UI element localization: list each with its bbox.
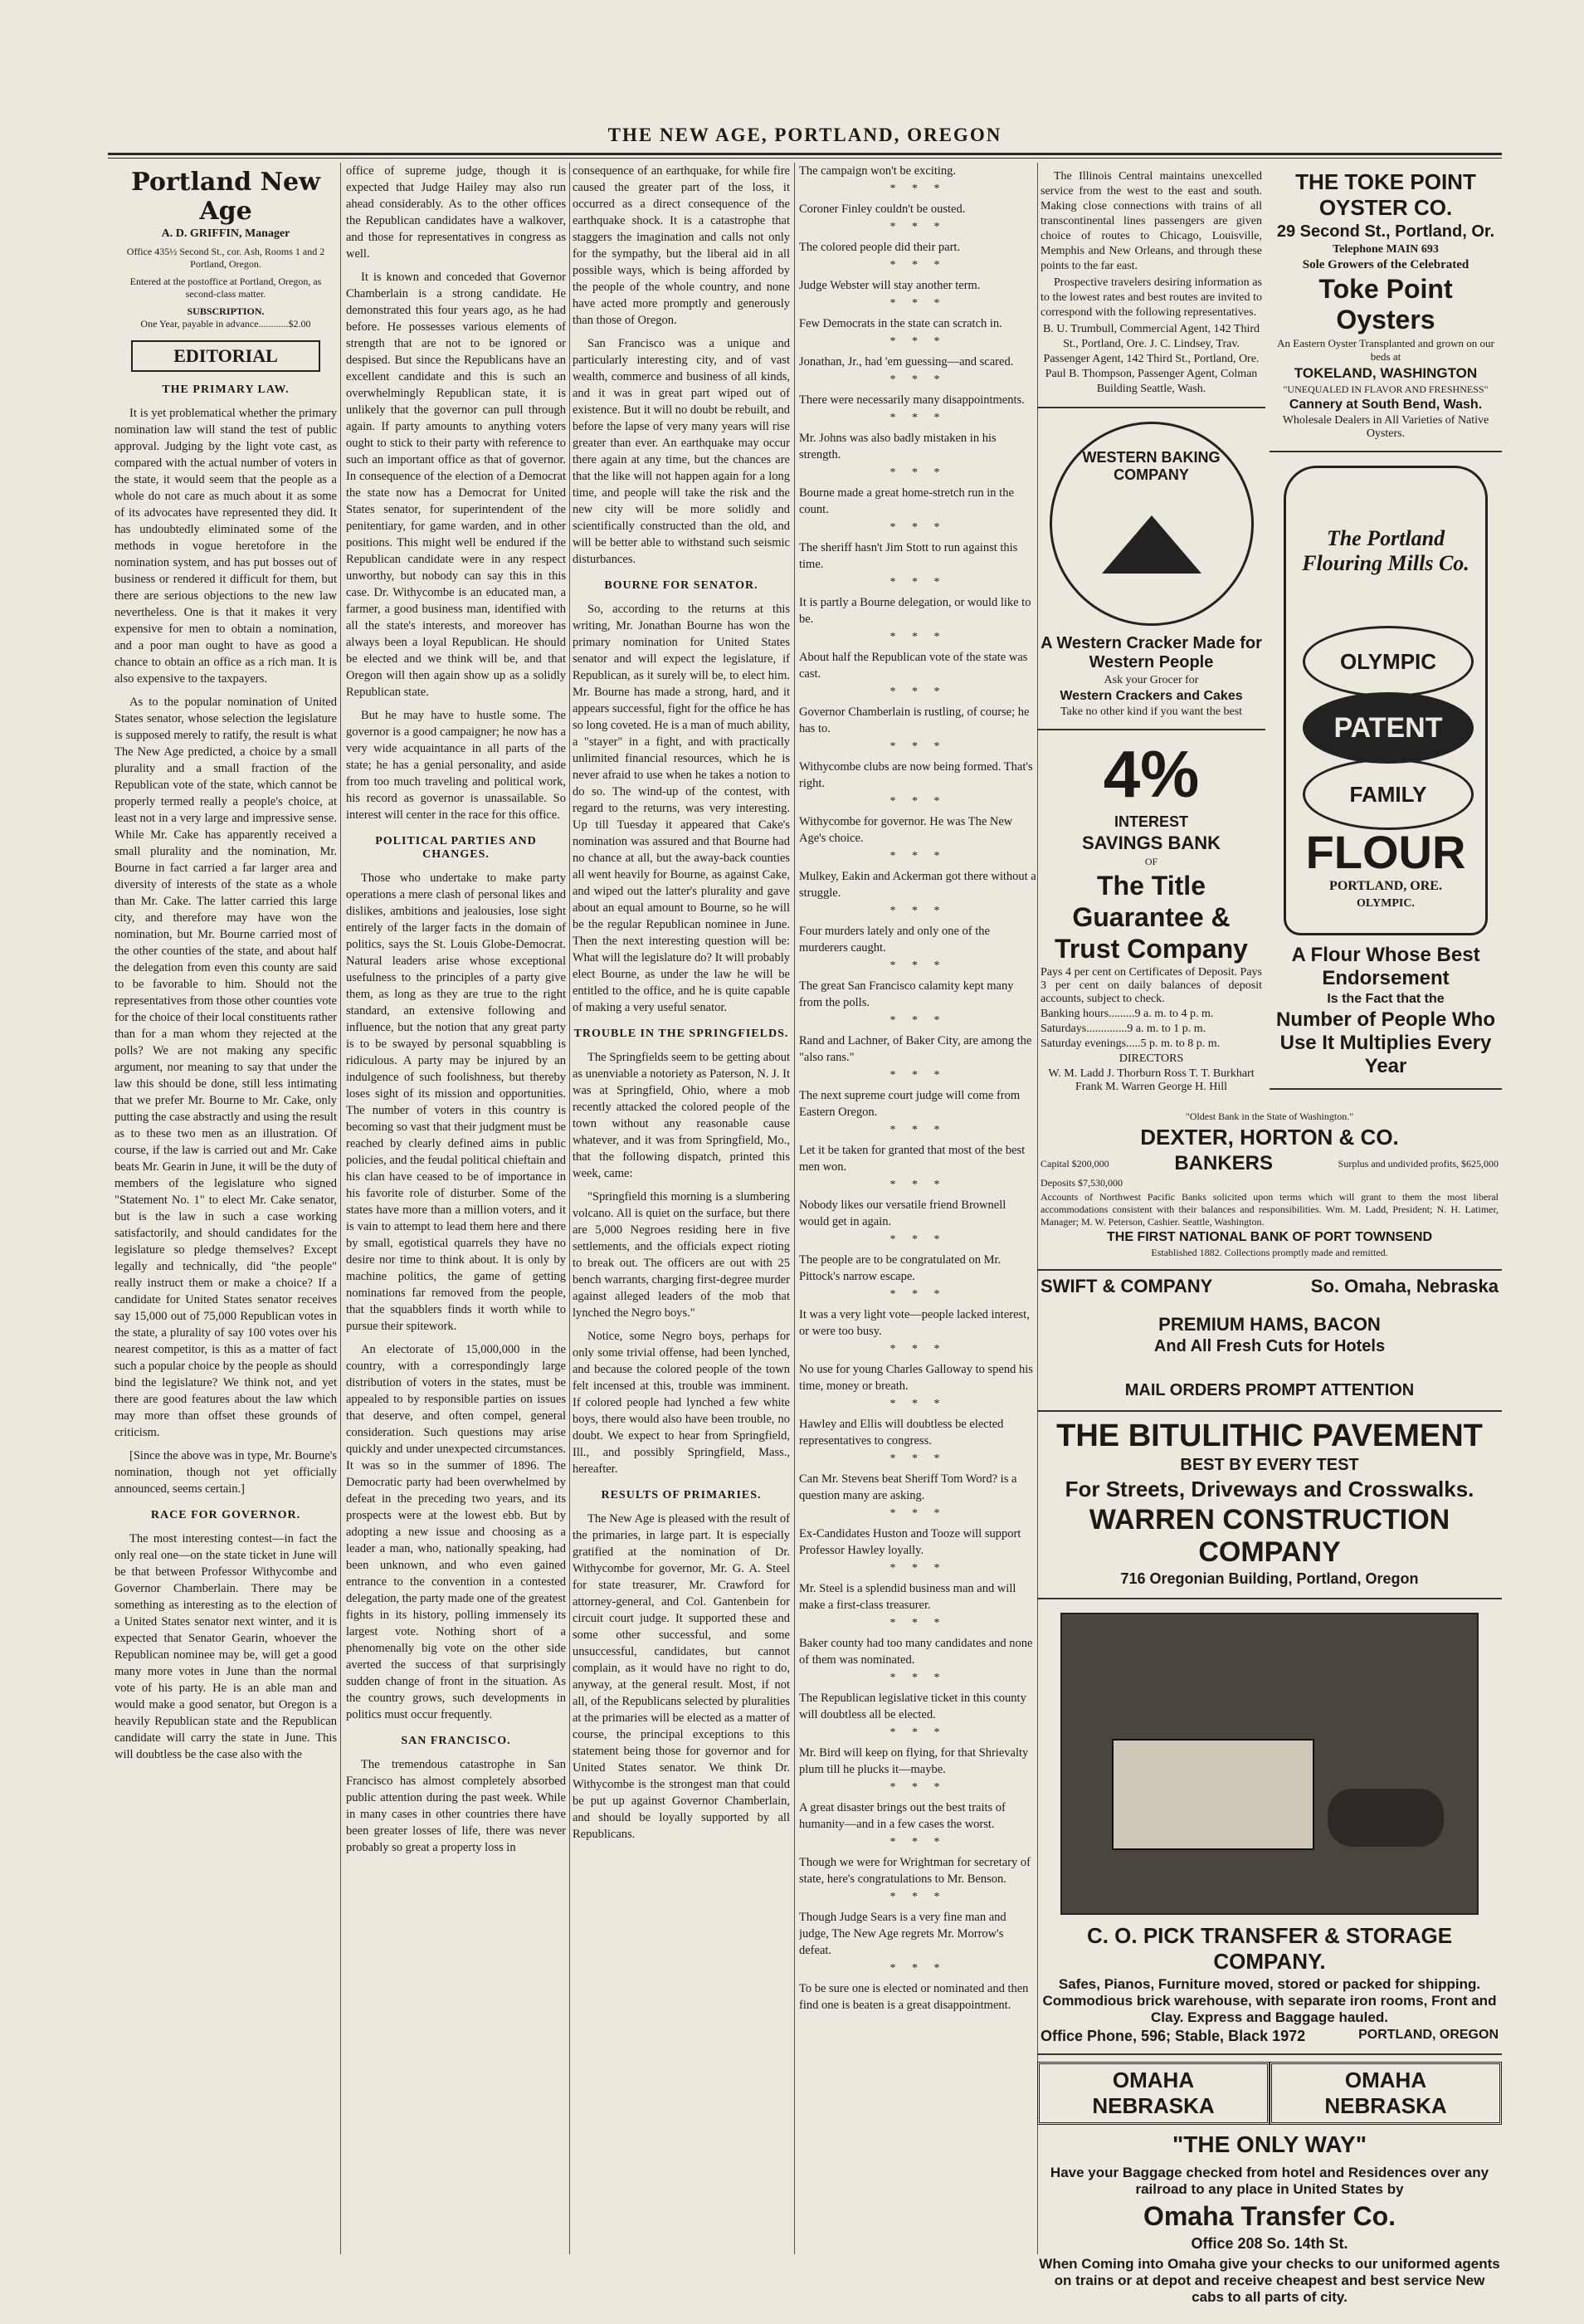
separator-stars: * * *: [889, 1343, 947, 1355]
separator-stars: * * *: [889, 1288, 947, 1301]
ad-text: Wholesale Dealers in All Varieties of Native Oysters.: [1282, 414, 1489, 440]
article-paragraph: "Springfield this morning is a slumbering volcano. All is quiet on the surface, but there are 5,000 Negroes residing here in five settlements, and the officials expect rioting to break out. The officers are out with 25 bench warrants, charging first-degree murder against alleged leaders of the mob that lynched the Negro boys.": [573, 1190, 790, 1320]
ad-text: A Western Cracker Made for Western People: [1041, 634, 1262, 671]
ad-text: Saturdays..............9 a. m. to 1 p. m.: [1041, 1023, 1206, 1035]
note-item: There were necessarily many disappointments.: [799, 393, 1025, 407]
column-5: [1037, 163, 1265, 1096]
note-item: Baker county had too many candidates and none of them was nominated.: [799, 1637, 1033, 1667]
editorial-heading: EDITORIAL: [131, 340, 320, 372]
ad-text: Capital $200,000: [1041, 1157, 1109, 1169]
column-1: [115, 163, 337, 1770]
column-rule: [794, 163, 795, 2254]
separator-stars: * * *: [889, 1891, 947, 1903]
note-item: Judge Webster will stay another term.: [799, 279, 981, 292]
sack-text: PATENT: [1303, 692, 1474, 764]
note-item: It was a very light vote—people lacked interest, or were too busy.: [799, 1308, 1030, 1338]
note-item: Governor Chamberlain is rustling, of course; he has to.: [799, 706, 1030, 735]
ad-text: Have your Baggage checked from hotel and Residences over any railroad to any place in United States by: [1050, 2165, 1489, 2197]
column-3: [573, 163, 790, 1849]
ad-text: Western Crackers and Cakes: [1060, 689, 1243, 703]
note-item: Hawley and Ellis will doubtless be elected representatives to congress.: [799, 1418, 1004, 1448]
note-item: The campaign won't be exciting.: [799, 164, 957, 178]
ad-title: Omaha Transfer Co.: [1143, 2201, 1396, 2231]
omaha-transfer-ad: [1037, 2055, 1502, 2316]
note-item: Four murders lately and only one of the murderers caught.: [799, 925, 990, 954]
separator-stars: * * *: [889, 795, 947, 808]
article-heading: BOURNE FOR SENATOR.: [604, 579, 758, 592]
note-item: The colored people did their part.: [799, 241, 961, 254]
separator-stars: * * *: [889, 1398, 947, 1410]
note-item: About half the Republican vote of the state was cast.: [799, 651, 1028, 681]
ad-title: OMAHA NEBRASKA: [1037, 2062, 1270, 2125]
note-item: Though we were for Wrightman for secretary of state, here's congratulations to Mr. Benson.: [799, 1856, 1031, 1886]
dexter-horton-ad: [1037, 1104, 1502, 1271]
ad-text: Prospective travelers desiring information as to the lowest rates and best routes are invited to correspond with the following representatives.: [1041, 276, 1262, 319]
ad-text: Office 208 So. 14th St.: [1191, 2235, 1348, 2252]
note-item: The next supreme court judge will come from Eastern Oregon.: [799, 1089, 1021, 1119]
article-paragraph: consequence of an earthquake, for while fire caused the greater part of the loss, it occurred as a direct consequence of the earthquake shock. It is a catastrophe that staggers the imagination and calls not only for the sympathy, but the liberal aid in all possible ways, which is being afforded by the people of the whole country, and none have acted more promptly and generously than those of Oregon.: [573, 164, 790, 327]
ad-text: When Coming into Omaha give your checks to our uniformed agents on trains or at depot and receive cheapest and best service New cabs to all parts of city.: [1039, 2256, 1500, 2305]
note-item: Coroner Finley couldn't be ousted.: [799, 203, 966, 216]
article-heading: SAN FRANCISCO.: [401, 1735, 511, 1747]
note-item: Though Judge Sears is a very fine man and judge, The New Age regrets Mr. Morrow's defeat.: [799, 1911, 1006, 1957]
separator-stars: * * *: [889, 335, 947, 348]
article-paragraph: It is known and conceded that Governor Chamberlain is a strong candidate. He demonstrated this four years ago, as he had before. He possesses various elements of strength that are not to be ignored or despised. But since the Republicans have an excellent candidate and this is such an overwhelmingly Republican state, it is unlikely that the governor can pull through again. If party amounts to anything voters ought to stick to their party with reference to such an important office as that of governor. In consequence of the election of a Democrat the state now has a Democrat for United States senator, for superintendent of the penitentiary, for game warden, and in other positions. This might well be endured if the Republican candidate were in any respect unworthy, but nobody can say this in this case. Dr. Withycombe is an educated man, a farmer, a good business man, identified with all the state's interests, and moreover has always been a loyal Republican. He should be elected and we think will be, and that Oregon will then again show up as a solidly Republican state.: [346, 271, 566, 699]
ad-text: An Eastern Oyster Transplanted and grown on our beds at: [1277, 337, 1494, 363]
ad-text: Accounts of Northwest Pacific Banks solicited upon terms which will grant to them the most liberal accommodations consistent with their balances and responsibilities. Wm. M. Ladd, President; N. H. Latimer, Manager; M. W. Peterson, Cashier. Seattle, Washington.: [1041, 1191, 1499, 1228]
ad-text: "Oldest Bank in the State of Washington.": [1185, 1111, 1354, 1122]
article-heading: THE PRIMARY LAW.: [162, 383, 290, 396]
ad-text: BEST BY EVERY TEST: [1180, 1456, 1359, 1474]
ad-text: PREMIUM HAMS, BACON: [1158, 1314, 1381, 1335]
sack-text: OLYMPIC.: [1357, 897, 1415, 910]
article-heading: POLITICAL PARTIES AND CHANGES.: [375, 835, 537, 861]
ad-title: THE TOKE POINT OYSTER CO.: [1295, 169, 1476, 220]
swift-ad: [1037, 1271, 1502, 1412]
separator-stars: * * *: [889, 374, 947, 386]
ad-title: Toke Point Oysters: [1318, 274, 1453, 334]
column-4: [799, 163, 1037, 2017]
bank-name: The Title Guarantee & Trust Company: [1055, 871, 1248, 964]
note-item: Rand and Lachner, of Baker City, are among the "also rans.": [799, 1034, 1032, 1064]
ad-text: A Flour Whose Best Endorsement: [1291, 944, 1480, 989]
note-item: The sheriff hasn't Jim Stott to run against this time.: [799, 541, 1018, 571]
separator-stars: * * *: [889, 297, 947, 310]
ad-text: Telephone MAIN 693: [1333, 243, 1439, 256]
note-item: It is partly a Bourne delegation, or would like to be.: [799, 596, 1031, 626]
title-guarantee-ad: [1037, 730, 1265, 1096]
article-paragraph: As to the popular nomination of United States senator, whose selection the legislature is supposed merely to ratify, the result is what The New Age predicted, a choice by a small plurality and a small fraction of the Republican vote of the state, which cannot be properly termed really a people's choice, at least not in a very large and impressive sense. While Mr. Cake has apparently received a small plurality and the nomination, Mr. Bourne in fact carried a far larger area and diversity of interests of the state as a whole than Mr. Cake. The latter carried this large city, and therefore may have won the nomination, but Mr. Bourne carried most of the other counties of the state, and about half the delegation from even this county are said to be favorable to him. Should not the representatives from those other counties vote for the choice of their local constituents rather than for a man whom they rejected at the polls? We are not making any specific argument, nor meaning to say that under the law this should be done, still less intimating that we prefer Mr. Bourne to Mr. Cake, only putting the case abstractly and using the result as to these two men as an illustration. Of course, if the law is carried out and Mr. Cake beats Mr. Gearin in June, it will be the duty of members of the legislature who signed "Statement No. 1" to elect Mr. Cake senator, but is the law in such a case working satisfactorily, and should candidates for the legislature so pledge themselves? Except legally and technically, did "the people" really instruct them or make a choice? If a candidate for United States senator receives say 15,000 out of 75,000 Republican votes in the state, a plurality of say 100 votes over his nearest competitor, is this as a matter of fact such a popular choice by the people as should bind the legislature? We think not, and yet there are good features about the law which may more than offset these grounds of criticism.: [115, 696, 337, 1439]
separator-stars: * * *: [889, 959, 947, 972]
separator-stars: * * *: [889, 1726, 947, 1739]
ad-text: MAIL ORDERS PROMPT ATTENTION: [1124, 1381, 1415, 1399]
sack-text: FAMILY: [1303, 759, 1474, 830]
note-item: Nobody likes our versatile friend Brownell would get in again.: [799, 1199, 1006, 1228]
entered-line: Entered at the postoffice at Portland, Oregon, as second-class matter.: [129, 276, 322, 300]
transfer-wagon-photo: [1060, 1613, 1479, 1915]
separator-stars: * * *: [889, 1124, 947, 1136]
separator-stars: * * *: [889, 1781, 947, 1794]
ad-text: For Streets, Driveways and Crosswalks.: [1065, 1477, 1474, 1501]
wagon-image: [1112, 1739, 1314, 1850]
ad-text: B. U. Trumbull, Commercial Agent, 142 Third St., Portland, Ore. J. C. Lindsey, Trav. Passenger Agent, 142 Third St., Portland, Ore. Paul B. Thompson, Passenger Agent, Colman Building Seattle, Wash.: [1042, 323, 1260, 395]
article-heading: TROUBLE IN THE SPRINGFIELDS.: [573, 1028, 789, 1040]
separator-stars: * * *: [889, 740, 947, 753]
note-item: Can Mr. Stevens beat Sheriff Tom Word? is a question many are asking.: [799, 1472, 1017, 1502]
separator-stars: * * *: [889, 905, 947, 917]
article-paragraph: office of supreme judge, though it is expected that Judge Hailey may also run ahead considerably. As to the other offices the Republican candidates have a walkover, and those for representatives in congress as well.: [346, 164, 566, 261]
ad-text: "UNEQUALED IN FLAVOR AND FRESHNESS": [1283, 383, 1489, 395]
ad-text: Is the Fact that the: [1327, 992, 1445, 1006]
article-heading: RACE FOR GOVERNOR.: [150, 1509, 301, 1521]
ad-text: W. M. Ladd J. Thorburn Ross T. T. Burkhart Frank M. Warren George H. Hill: [1048, 1067, 1255, 1093]
note-item: Ex-Candidates Huston and Tooze will support Professor Hawley loyally.: [799, 1527, 1021, 1557]
ad-text: Office Phone, 596; Stable, Black 1972: [1041, 2028, 1306, 2044]
separator-stars: * * *: [889, 1014, 947, 1027]
separator-stars: * * *: [889, 1452, 947, 1465]
ad-text: 29 Second St., Portland, Or.: [1276, 222, 1495, 241]
ad-text: SAVINGS BANK: [1081, 832, 1221, 853]
ad-text: Cannery at South Bend, Wash.: [1289, 398, 1483, 412]
article-paragraph: So, according to the returns at this writing, Mr. Jonathan Bourne has won the primary nomination for United States senator and will expect the legislature, if Republican, as it surely will be, to elect him. Mr. Bourne has made a strong, hard, and it appears successful, fight for the office he has so long coveted. He is a man of much ability, a "stayer" in a fight, and with practically unlimited financial resources, which he is never afraid to use when he takes a notion to do so. The wind-up of the contest, with regard to the returns, was very interesting. Up till Tuesday it appeared that Cake's nomination was assured and that Bourne had no chance at all, but the away-back counties all went heavily for Bourne, as against Cake, and wiped out the latter's plurality and gave about an equal amount to Bourne, so he will be the regular Republican nominee in June. Then the next interesting question will be: What will the legislature do? It will probably elect Bourne, as under the law he will be entitled to the office, and he is quite capable of making a very useful senator.: [573, 603, 790, 1014]
ad-title: SWIFT & COMPANY: [1041, 1276, 1213, 1296]
note-item: Mr. Bird will keep on flying, for that Shrievalty plum till he plucks it—maybe.: [799, 1746, 1029, 1776]
note-item: No use for young Charles Galloway to spend his time, money or breath.: [799, 1363, 1033, 1393]
logo-text: WESTERN BAKING COMPANY: [1082, 449, 1221, 483]
ad-title: BANKERS: [1174, 1152, 1274, 1174]
note-item: A great disaster brings out the best traits of humanity—and in a few cases the worst.: [799, 1801, 1006, 1831]
separator-stars: * * *: [889, 1962, 947, 1975]
office-line: Office 435½ Second St., cor. Ash, Rooms 1 and 2 Portland, Oregon.: [126, 246, 325, 270]
article-heading: RESULTS OF PRIMARIES.: [601, 1489, 762, 1501]
ad-title: WARREN CONSTRUCTION COMPANY: [1089, 1504, 1450, 1568]
note-item: Jonathan, Jr., had 'em guessing—and scared.: [799, 355, 1014, 369]
flour-ad: [1270, 452, 1502, 1090]
separator-stars: * * *: [889, 576, 947, 588]
separator-stars: * * *: [889, 1672, 947, 1684]
rate-figure: 4%: [1103, 737, 1200, 811]
note-item: The people are to be congratulated on Mr. Pittock's narrow escape.: [799, 1253, 1002, 1283]
western-baking-logo: [1050, 422, 1254, 626]
separator-stars: * * *: [889, 259, 947, 271]
separator-stars: * * *: [889, 631, 947, 643]
ad-title: THE BITULITHIC PAVEMENT: [1056, 1418, 1483, 1453]
separator-stars: * * *: [889, 466, 947, 479]
sack-text: FLOUR: [1305, 826, 1466, 878]
ad-text: Take no other kind if you want the best: [1060, 706, 1243, 718]
ad-text: OF: [1144, 856, 1158, 867]
note-item: Few Democrats in the state can scratch in.: [799, 317, 1002, 330]
separator-stars: * * *: [889, 1617, 947, 1629]
paper-title: Portland New Age: [131, 168, 320, 226]
page-header: THE NEW AGE, PORTLAND, OREGON: [607, 124, 1002, 145]
ad-title: C. O. PICK TRANSFER & STORAGE COMPANY.: [1086, 1923, 1453, 1974]
separator-stars: * * *: [889, 183, 947, 195]
ad-text: TOKELAND, WASHINGTON: [1294, 365, 1478, 381]
sack-text: OLYMPIC: [1303, 626, 1474, 697]
article-paragraph: The New Age is pleased with the result of the primaries, in large part. It is especially gratified at the nomination of Dr. Withycombe for governor, Mr. G. A. Steel for state treasurer, Mr. Crawford for attorney-general, and Col. Gantenbein for circuit court judge. It supported these and some other successful, and some unsuccessful, candidates, but cannot complain, as it would have no right to do, anyway, at the general result. Most, if not all, of the Republicans selected by pluralities at the primaries will be elected as a matter of course, the principal exceptions to this statement being those for governor and for United States senator. We think Dr. Withycombe is the strongest man that could be put up against Governor Chamberlain, and should be loyally supported by all Republicans.: [573, 1512, 790, 1841]
ad-text: The Illinois Central maintains unexcelled service from the west to the east and south. Making close connections with trains of all transcontinental lines passengers are given choice of routes to Chicago, Louisville, Memphis and New Orleans, and through these points to the far east.: [1041, 170, 1262, 272]
article-paragraph: San Francisco was a unique and particularly interesting city, and of vast wealth, commerce and business of all kinds, and it was in great part wiped out of existence. But it will no doubt be rebuilt, and before the lapse of very many years will rise greater than ever. An earthquake may occur there again at any time, but the chances are that the like will not happen again for a long time, and people will take the risk and the new city will be more solidly and scientifically constructed than the old, and will be better able to withstand such seismic disturbances.: [573, 337, 790, 566]
separator-stars: * * *: [889, 412, 947, 424]
ad-text: Saturday evenings.....5 p. m. to 8 p. m.: [1041, 1038, 1221, 1050]
ad-text: 716 Oregonian Building, Portland, Oregon: [1120, 1570, 1419, 1587]
note-item: Let it be taken for granted that most of the best men won.: [799, 1144, 1026, 1174]
ad-text: Number of People Who Use It Multiplies Every Year: [1276, 1008, 1495, 1077]
note-item: Withycombe for governor. He was The New Age's choice.: [799, 815, 1013, 845]
note-item: The Republican legislative ticket in this county will doubtless all be elected.: [799, 1692, 1026, 1721]
ad-text: Ask your Grocer for: [1104, 674, 1199, 686]
note-item: Mr. Steel is a splendid business man and will make a first-class treasurer.: [799, 1582, 1016, 1612]
header-rule: [108, 153, 1502, 159]
manager-line: A. D. GRIFFIN, Manager: [161, 227, 290, 240]
ad-text: Deposits $7,530,000: [1041, 1177, 1123, 1189]
lower-ads: [1037, 1104, 1502, 2316]
ad-title: "THE ONLY WAY": [1172, 2131, 1367, 2157]
separator-stars: * * *: [889, 1562, 947, 1575]
sack-text: PORTLAND, ORE.: [1329, 879, 1442, 893]
column-2: [346, 163, 566, 1863]
note-item: Bourne made a great home-stretch run in the count.: [799, 486, 1014, 516]
ad-text: DIRECTORS: [1119, 1052, 1184, 1065]
column-rule: [340, 163, 341, 2254]
article-paragraph: [Since the above was in type, Mr. Bourne's nomination, though not yet officially announced, seems certain.]: [115, 1449, 337, 1496]
note-item: Mr. Johns was also badly mistaken in his strength.: [799, 432, 997, 461]
mountain-icon: [1102, 515, 1201, 574]
article-paragraph: An electorate of 15,000,000 in the country, with a correspondingly large distribution of voters in the states, must be appealed to by responsible parties on issues that deserve, and often compel, general consideration. Such questions may arise quickly and under unexpected circumstances. It was so in the summer of 1896. The Democratic party had been overwhelmed by defeat in the preceding two years, and its prospects were at the lowest ebb. But by adopting a new issue and choosing as a leader a man, who, nationally speaking, had been unknown, and who even gained entrance to the convention in a contested delegation, the party made one of the greatest fights in its history, polling immensely its largest vote. Nothing short of a phenomenally big vote on the other side averted the success of that surprisingly sudden change of front in the situation. As the country grows, such developments in politics must occur frequently.: [346, 1343, 566, 1721]
ad-text: Pays 4 per cent on Certificates of Deposit. Pays 3 per cent on daily balances of deposit accounts, subject to check.: [1041, 966, 1262, 1005]
separator-stars: * * *: [889, 521, 947, 534]
horses-image: [1328, 1789, 1444, 1847]
column-6: [1270, 163, 1502, 1096]
ad-text: Safes, Pianos, Furniture moved, stored or packed for shipping. Commodious brick warehouse, with separate iron rooms, Front and Clay. Express and Baggage hauled.: [1042, 1976, 1497, 2025]
bitulithic-ad: [1037, 1412, 1502, 1599]
subscription-head: SUBSCRIPTION.: [187, 305, 265, 317]
ad-text: THE FIRST NATIONAL BANK OF PORT TOWNSEND: [1107, 1230, 1432, 1244]
separator-stars: * * *: [889, 1233, 947, 1246]
ad-text: Banking hours.........9 a. m. to 4 p. m.: [1041, 1008, 1214, 1020]
article-paragraph: Those who undertake to make party operations a mere clash of personal likes and dislikes, ambitions and jealousies, lose sight entirely of the larger facts in the domain of politics, says the St. Louis Globe-Democrat. Natural leaders arise whose exceptional usefulness to the principles of a party give them, as long as they are true to the right standard, an extensive following and influence, but the notion that any great party is to be swayed by personal squabbling is ridiculous. A party may be injured by an indulgence of such foolishness, but thereby loses sight of its mission and opportunities. The number of voters in this country is becoming so vast that their judgment must be reached by clearly defined aims in public policies, and the feudal political chieftain and his clan have ceased to be of importance in his favorite role of disturber. Some of the states have more than a million voters, and it is vain to attempt to lead them here and there by small, egotistical quarrels they have no desire nor time to think about. It is only by machine politics, the game of getting nominations far removed from the people, that the squabblers finds it worth while to pursue their spitework.: [346, 872, 566, 1333]
note-item: Mulkey, Eakin and Ackerman got there without a struggle.: [799, 870, 1036, 900]
article-paragraph: Notice, some Negro boys, perhaps for only some trivial offense, had been lynched, and because the colored people of the town felt incensed at this, trouble was imminent. If colored people had lynched a few white boys, there would also have been trouble, no doubt. We expect to hear from Springfield, Ill., and possibly Springfield, Mass., hereafter.: [573, 1330, 790, 1476]
separator-stars: * * *: [889, 1179, 947, 1191]
separator-stars: * * *: [889, 850, 947, 862]
separator-stars: * * *: [889, 1507, 947, 1520]
ad-text: INTEREST: [1114, 813, 1188, 830]
subscription-line: One Year, payable in advance............$2.00: [140, 318, 311, 330]
illinois-central-ad: [1037, 163, 1265, 408]
sack-text: The Portland Flouring Mills Co.: [1302, 526, 1469, 575]
ad-text: PORTLAND, OREGON: [1358, 2028, 1499, 2042]
note-item: Withycombe clubs are now being formed. That's right.: [799, 760, 1033, 790]
article-paragraph: But he may have to hustle some. The governor is a good campaigner; he now has a very wide acquaintance in all parts of the state; he has a genial personality, and aside from too much traveling and political work, his record as governor is unassailable. So interest will center in the race for this office.: [346, 709, 566, 822]
ad-text: Established 1882. Collections promptly made and remitted.: [1151, 1247, 1388, 1258]
article-paragraph: The most interesting contest—in fact the only real one—on the state ticket in June will be that between Professor Withycombe and Governor Chamberlain. There may be something as interesting as to the election of a United States senator next winter, and it is expected that Senator Gearin, whoever the Republican nominee may be, will get a good many more votes in June than the normal vote of his party. He is an able man and would make a good senator, but Oregon is a heavily Republican state and the Republican candidate will carry the state in June. This will doubtless be the case also with the: [115, 1532, 337, 1761]
ad-text: And All Fresh Cuts for Hotels: [1153, 1337, 1386, 1355]
flour-sack-image: [1284, 466, 1488, 935]
ad-title: So. Omaha, Nebraska: [1310, 1276, 1499, 1296]
separator-stars: * * *: [889, 221, 947, 233]
separator-stars: * * *: [889, 686, 947, 698]
ad-text: Surplus and undivided profits, $625,000: [1338, 1157, 1499, 1169]
separator-stars: * * *: [889, 1836, 947, 1848]
note-item: To be sure one is elected or nominated and then find one is beaten is a great disappointment.: [799, 1982, 1029, 2012]
ad-title: DEXTER, HORTON & CO.: [1140, 1125, 1399, 1150]
pick-transfer-ad: [1037, 1599, 1502, 2055]
ad-text: Sole Growers of the Celebrated: [1302, 258, 1469, 271]
article-paragraph: The tremendous catastrophe in San Francisco has almost completely absorbed public attention during the past week. While in many cases in other countries there have been greater losses of life, there was never probably so great a property loss in: [346, 1758, 566, 1854]
toke-point-ad: [1270, 163, 1502, 452]
western-baking-ad: [1037, 408, 1265, 730]
separator-stars: * * *: [889, 1069, 947, 1081]
article-paragraph: The Springfields seem to be getting about as unenviable a notoriety as Paterson, N. J. It was at Springfield, Ohio, where a mob recently attacked the colored people of the town without any reasonable cause whatever, and it was from Springfield, Mo., that the following dispatch, printed this week, came:: [573, 1051, 790, 1180]
note-item: The great San Francisco calamity kept many from the polls.: [799, 979, 1014, 1009]
article-paragraph: It is yet problematical whether the primary nomination law will stand the test of public approval. Judging by the light vote cast, as compared with the actual number of voters in the state, it would seem that the people as a whole do not care as much about it as some of its advocates have represented they did. It has undoubtedly eliminated some of the methods in vogue heretofore in the nomination system, and has put bosses out of business or rendered it difficult for them, but there are serious objections to the new law nevertheless. One is that it makes it very expensive for men to obtain a nomination, and a poor man ought to have as good a chance to obtain an office as a rich man. It is also expensive to the taxpayers.: [115, 407, 337, 686]
column-rule: [569, 163, 570, 2254]
ad-title: OMAHA NEBRASKA: [1270, 2062, 1502, 2125]
